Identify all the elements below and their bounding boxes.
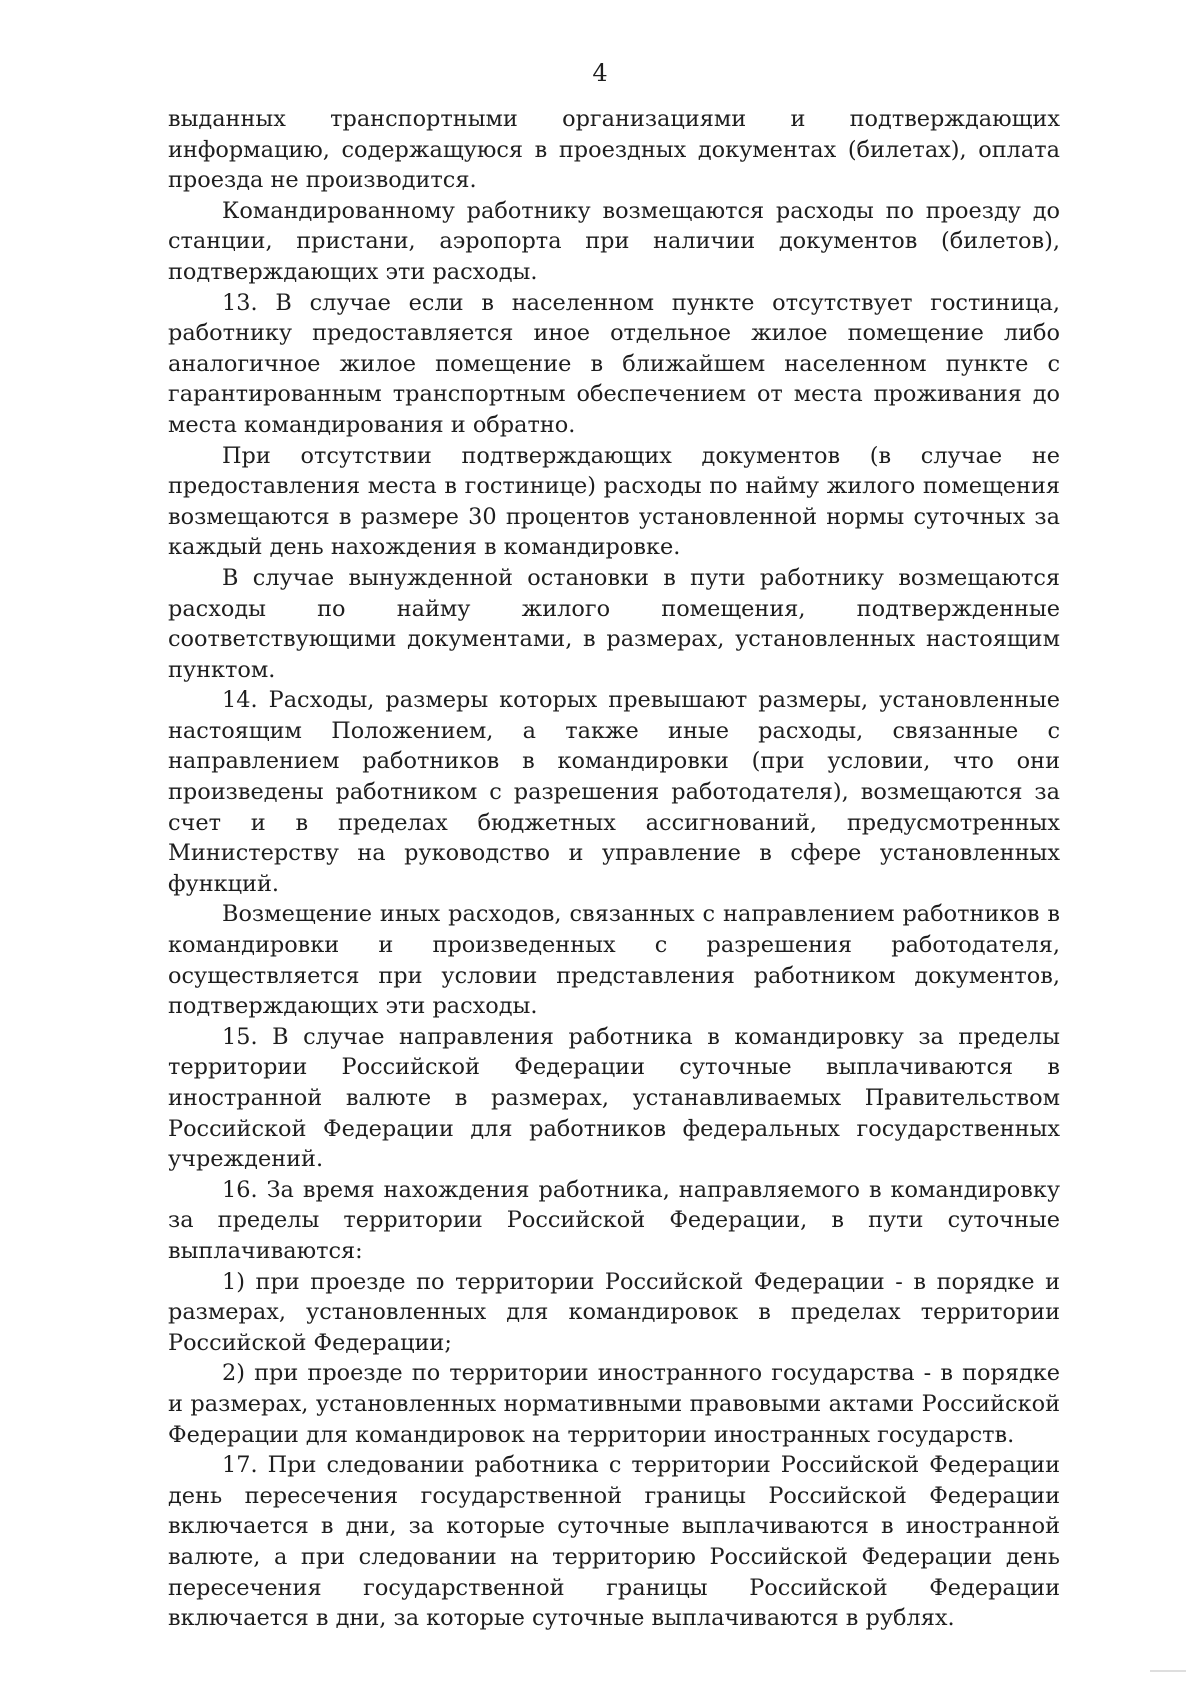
paragraph-17-border-crossing: 17. При следовании работника с территории Российской Федерации день пересечения государственной границы Российской Федерации включается в дни, за которые суточные выплачиваются в иностранной валюте, а при следовании на территорию Российской Федерации день пересечения государственной границы Российской Федерации включается в дни, за которые суточные выплачиваются в рублях. xyxy=(168,1452,1060,1632)
page-number: 4 xyxy=(592,59,608,87)
paragraph-16-in-transit: 16. За время нахождения работника, направляемого в командировку за пределы территории Российской Федерации, в пути суточные выплачиваются: xyxy=(168,1176,1060,1264)
paragraph-no-documents: При отсутствии подтверждающих документов (в случае не предоставления места в гостинице) расходы по найму жилого помещения возмещаются в размере 30 процентов установленной нормы суточных за каждый день нахождения в командировке. xyxy=(168,442,1060,561)
paragraph-13-no-hotel: 13. В случае если в населенном пункте отсутствует гостиница, работнику предоставляется иное отдельное жилое помещение либо аналогичное жилое помещение в ближайшем населенном пункте с гарантированным транспортным обеспечением от места проживания до места командирования и обратно. xyxy=(168,289,1060,438)
paragraph-forced-stop: В случае вынужденной остановки в пути работнику возмещаются расходы по найму жилого помещения, подтвержденные соответствующими документами, в размерах, установленных настоящим пунктом. xyxy=(168,564,1060,683)
paragraph-continuation: выданных транспортными организациями и подтверждающих информацию, содержащуюся в проездных документах (билетах), оплата проезда не производится. xyxy=(168,106,1060,194)
paragraph-15-foreign-per-diem: 15. В случае направления работника в командировку за пределы территории Российской Федерации суточные выплачиваются в иностранной валюте в размерах, устанавливаемых Правительством Российской Федерации для работников федеральных государственных учреждений. xyxy=(168,1023,1060,1173)
paragraph-14-excess-expenses: 14. Расходы, размеры которых превышают размеры, установленные настоящим Положением, а также иные расходы, связанные с направлением работников в командировки (при условии, что они произведены работником с разрешения работодателя), возмещаются за счет и в пределах бюджетных ассигнований, предусмотренных Министерству на руководство и управление в сфере установленных функций. xyxy=(168,687,1060,897)
scan-artifact xyxy=(1150,1670,1186,1672)
document-body xyxy=(168,104,1060,1634)
paragraph-travel-to-station: Командированному работнику возмещаются расходы по проезду до станции, пристани, аэропорта при наличии документов (билетов), подтверждающих эти расходы. xyxy=(168,197,1060,285)
paragraph-other-expenses: Возмещение иных расходов, связанных с направлением работников в командировки и произведенных с разрешения работодателя, осуществляется при условии представления работником документов, подтверждающих эти расходы. xyxy=(168,901,1060,1020)
paragraph-16-item-2: 2) при проезде по территории иностранного государства - в порядке и размерах, установленных нормативными правовыми актами Российской Федерации для командировок на территории иностранных государств. xyxy=(168,1360,1060,1448)
paragraph-16-item-1: 1) при проезде по территории Российской Федерации - в порядке и размерах, установленных для командировок в пределах территории Российской Федерации; xyxy=(168,1268,1060,1356)
